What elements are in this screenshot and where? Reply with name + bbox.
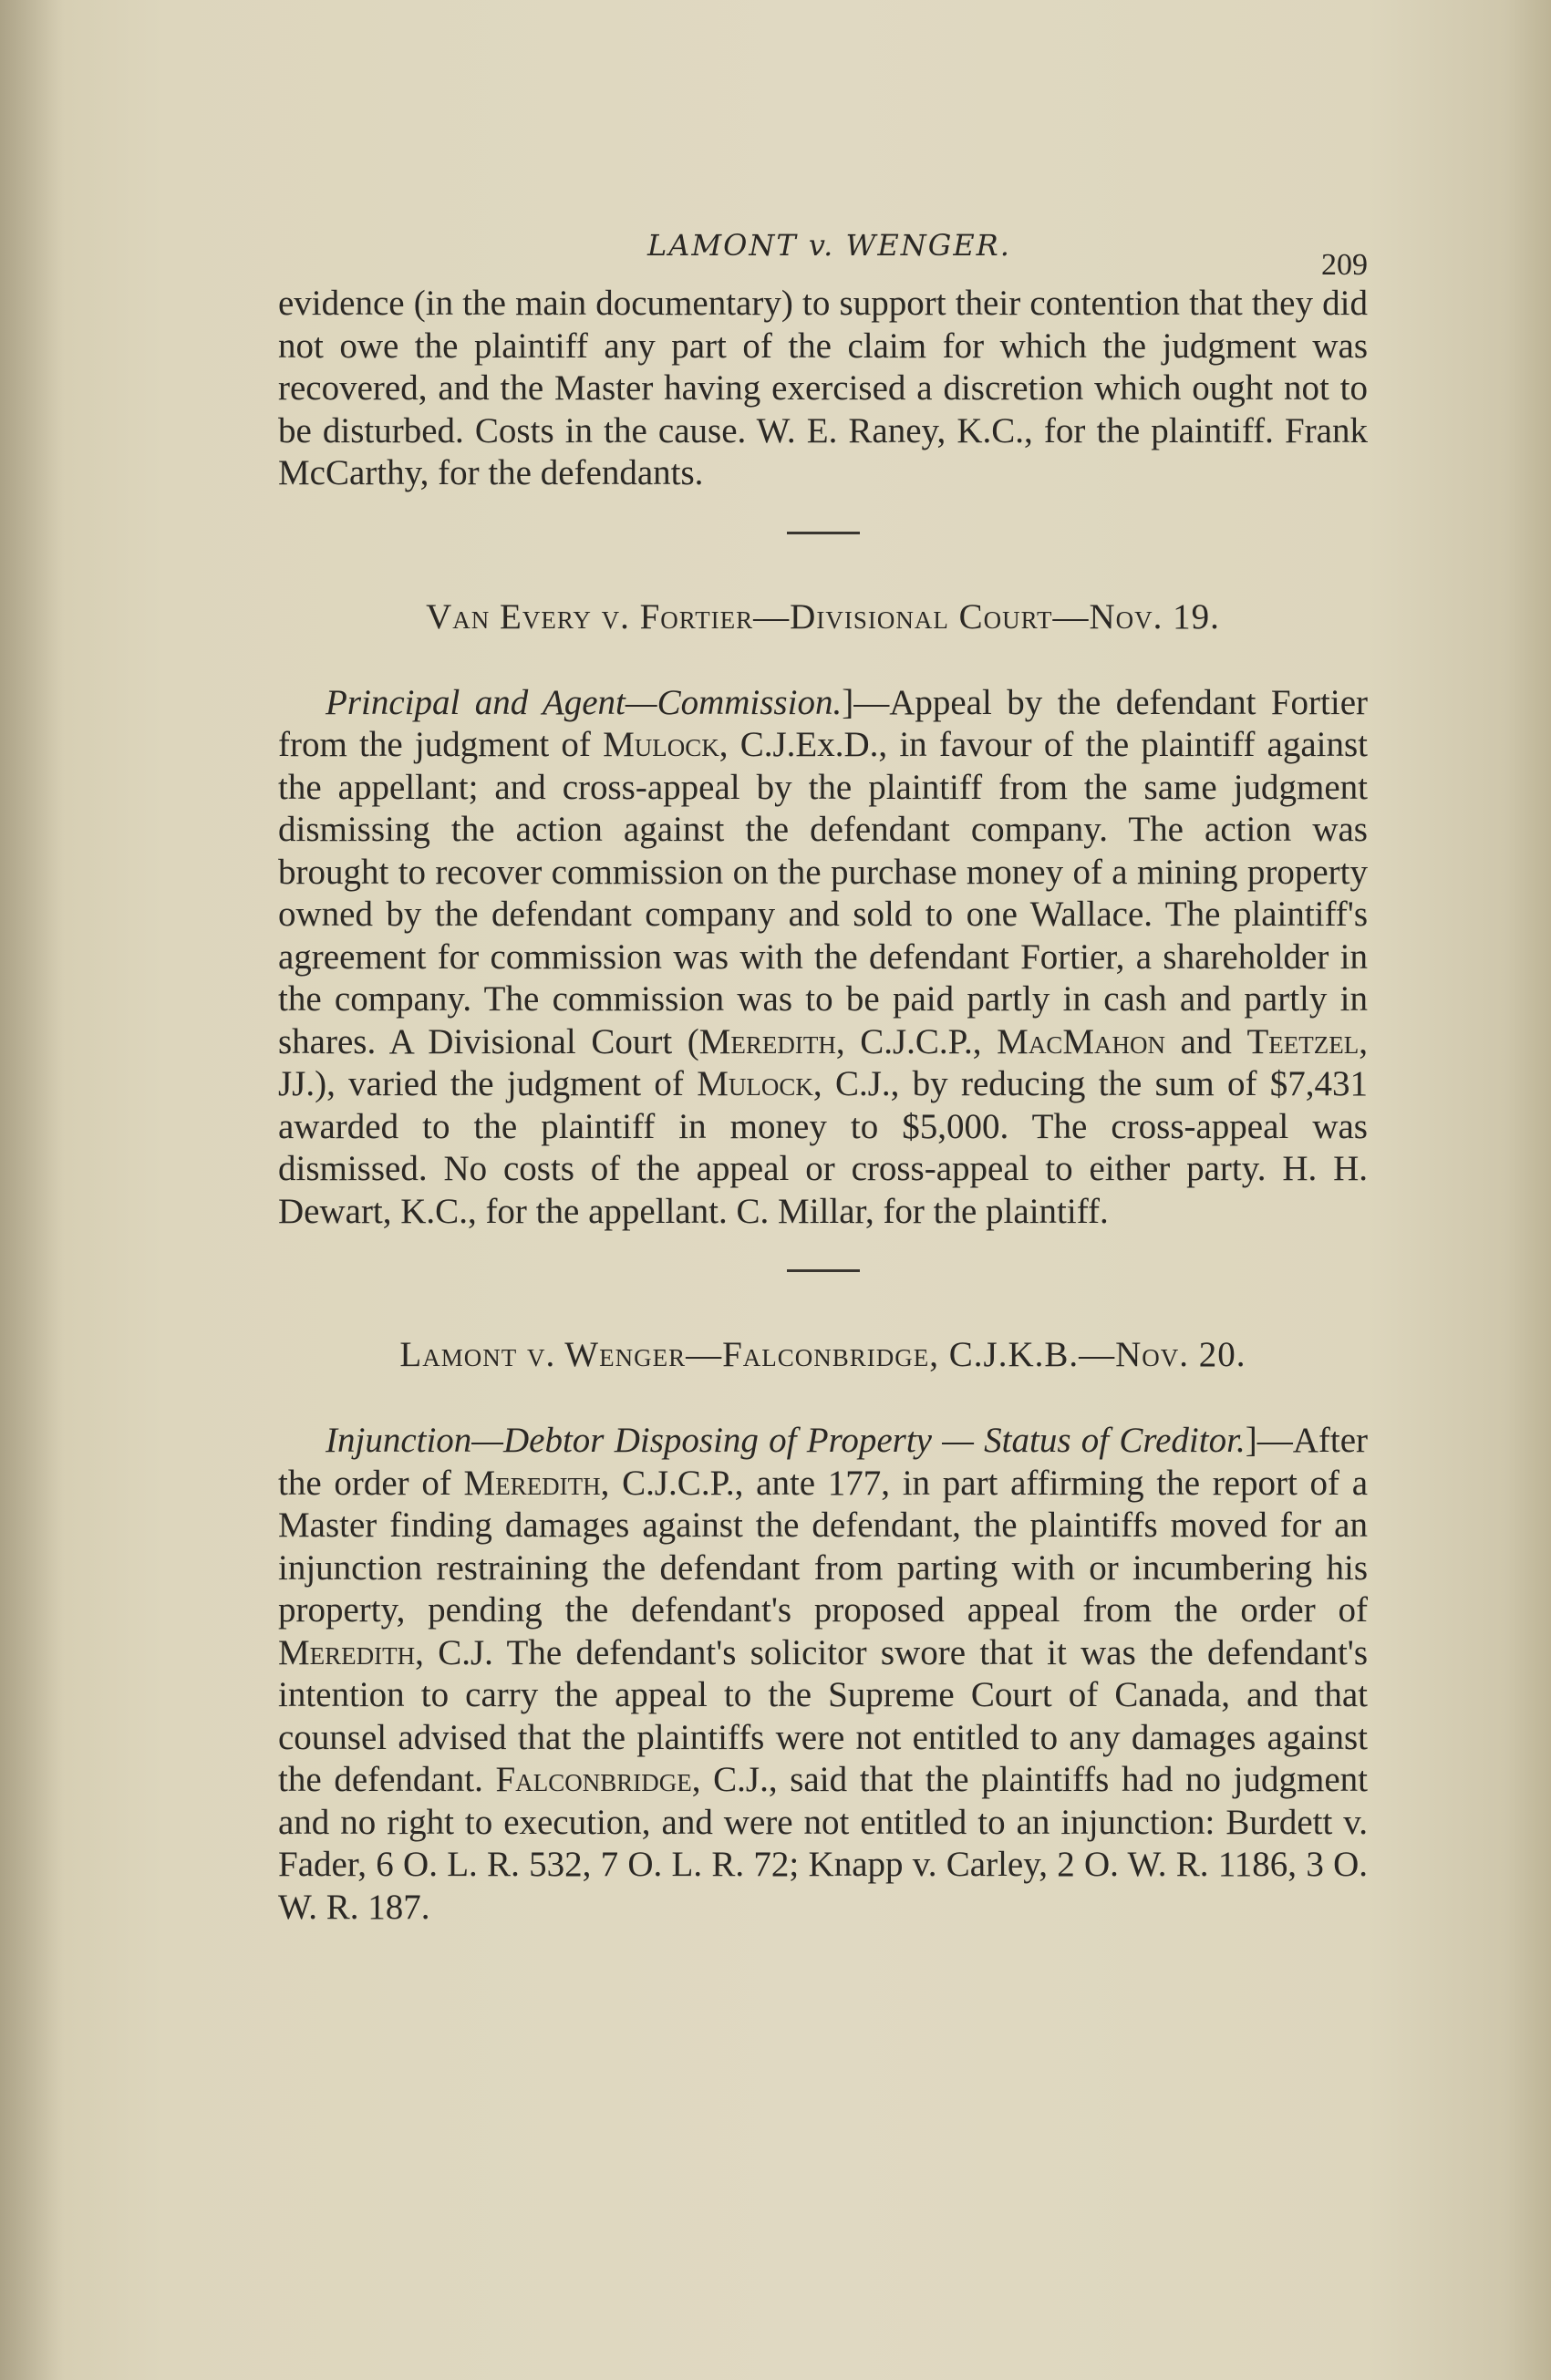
judge-name: Mulock	[697, 1064, 813, 1103]
binding-shadow	[0, 0, 64, 2380]
judge-name: Meredith	[698, 1021, 836, 1061]
catchline-bracket: ]	[1245, 1421, 1257, 1460]
catchline: Principal and Agent—Commission.	[326, 682, 843, 722]
judge-name: Mulock	[603, 725, 719, 764]
catchline-bracket: ]	[842, 682, 854, 722]
case-heading-van-every: Van Every v. Fortier—Divisional Court—Nov. 19.	[426, 596, 1220, 636]
running-title: LAMONT v. WENGER.	[647, 228, 1011, 263]
judge-name: Meredith	[463, 1463, 601, 1503]
judge-name: MacMahon	[997, 1021, 1165, 1061]
paragraph-continued: evidence (in the main documentary) to support their contention that they did not owe the plaintiff any part of the claim for which the judgment was recovered, and the Master having exercised a discretion which ought not to be disturbed. Costs in the cause. W. E. Raney, K.C., for the plaintiff. Frank McCarthy, for the defendants.	[278, 284, 1368, 492]
text-segment: and	[1165, 1021, 1247, 1061]
page-number: 209	[1321, 248, 1368, 282]
text-segment: —After the order of	[278, 1421, 1368, 1503]
judge-name: Teetzel	[1246, 1021, 1360, 1061]
judge-name: Meredith	[278, 1632, 416, 1672]
page-content	[278, 228, 1368, 1929]
paragraph-lamont	[278, 1420, 1368, 1929]
running-head	[278, 228, 1368, 283]
judge-name: Falconbridge	[495, 1760, 692, 1799]
text-segment: , C.J. The defendant's solicitor swore that it was the defendant's intention to carry the appeal to the Supreme Court of Canada, and that counsel advised that the plaintiffs were not entitled to any damages against the defendant.	[278, 1632, 1368, 1799]
text-segment: —Appeal by the defendant Fortier from the judgment of	[278, 682, 1369, 764]
section-rule	[787, 1269, 860, 1272]
text-segment: , C.J.C.P.,	[835, 1021, 998, 1061]
catchline: Injunction—Debtor Disposing of Property — Status of Creditor.	[326, 1421, 1246, 1460]
section-rule	[787, 532, 860, 534]
text-segment: , C.J., by reducing the sum of $7,431 awarded to the plaintiff in money to $5,000. The cross-appeal was dismissed. No costs of the appeal or cross-appeal to either party. H. H. Dewart, K.C., for the appellant. C. Millar, for the plaintiff.	[278, 1064, 1369, 1231]
paragraph-van-every	[278, 682, 1368, 1234]
text-segment: , C.J.C.P., ante 177, in part affirming the report of a Master finding damages against the defendant, the plaintiffs moved for an injunction restraining the defendant from parting with or incumbering his property, pending the defendant's proposed appeal from the order of	[278, 1463, 1368, 1630]
case-heading-lamont: Lamont v. Wenger—Falconbridge, C.J.K.B.—Nov. 20.	[399, 1335, 1246, 1374]
text-segment: , C.J., said that the plaintiffs had no judgment and no right to execution, and were not entitled to an injunction: Burdett v. Fader, 6 O. L. R. 532, 7 O. L. R. 72; Knapp v. Carley, 2 O. W. R. 1186, 3 O. W. R. 187.	[278, 1760, 1368, 1927]
text-segment: , JJ.), varied the judgment of	[278, 1021, 1369, 1103]
text-segment: , C.J.Ex.D., in favour of the plaintiff against the appellant; and cross-appeal by the plaintiff from the same judgment dismissing the action against the defendant company. The action was brought to recover commission on the purchase money of a mining property owned by the defendant company and sold to one Wallace. The plaintiff's agreement for commission was with the defendant Fortier, a shareholder in the company. The commission was to be paid partly in cash and partly in shares. A Divisional Court (	[278, 725, 1368, 1061]
